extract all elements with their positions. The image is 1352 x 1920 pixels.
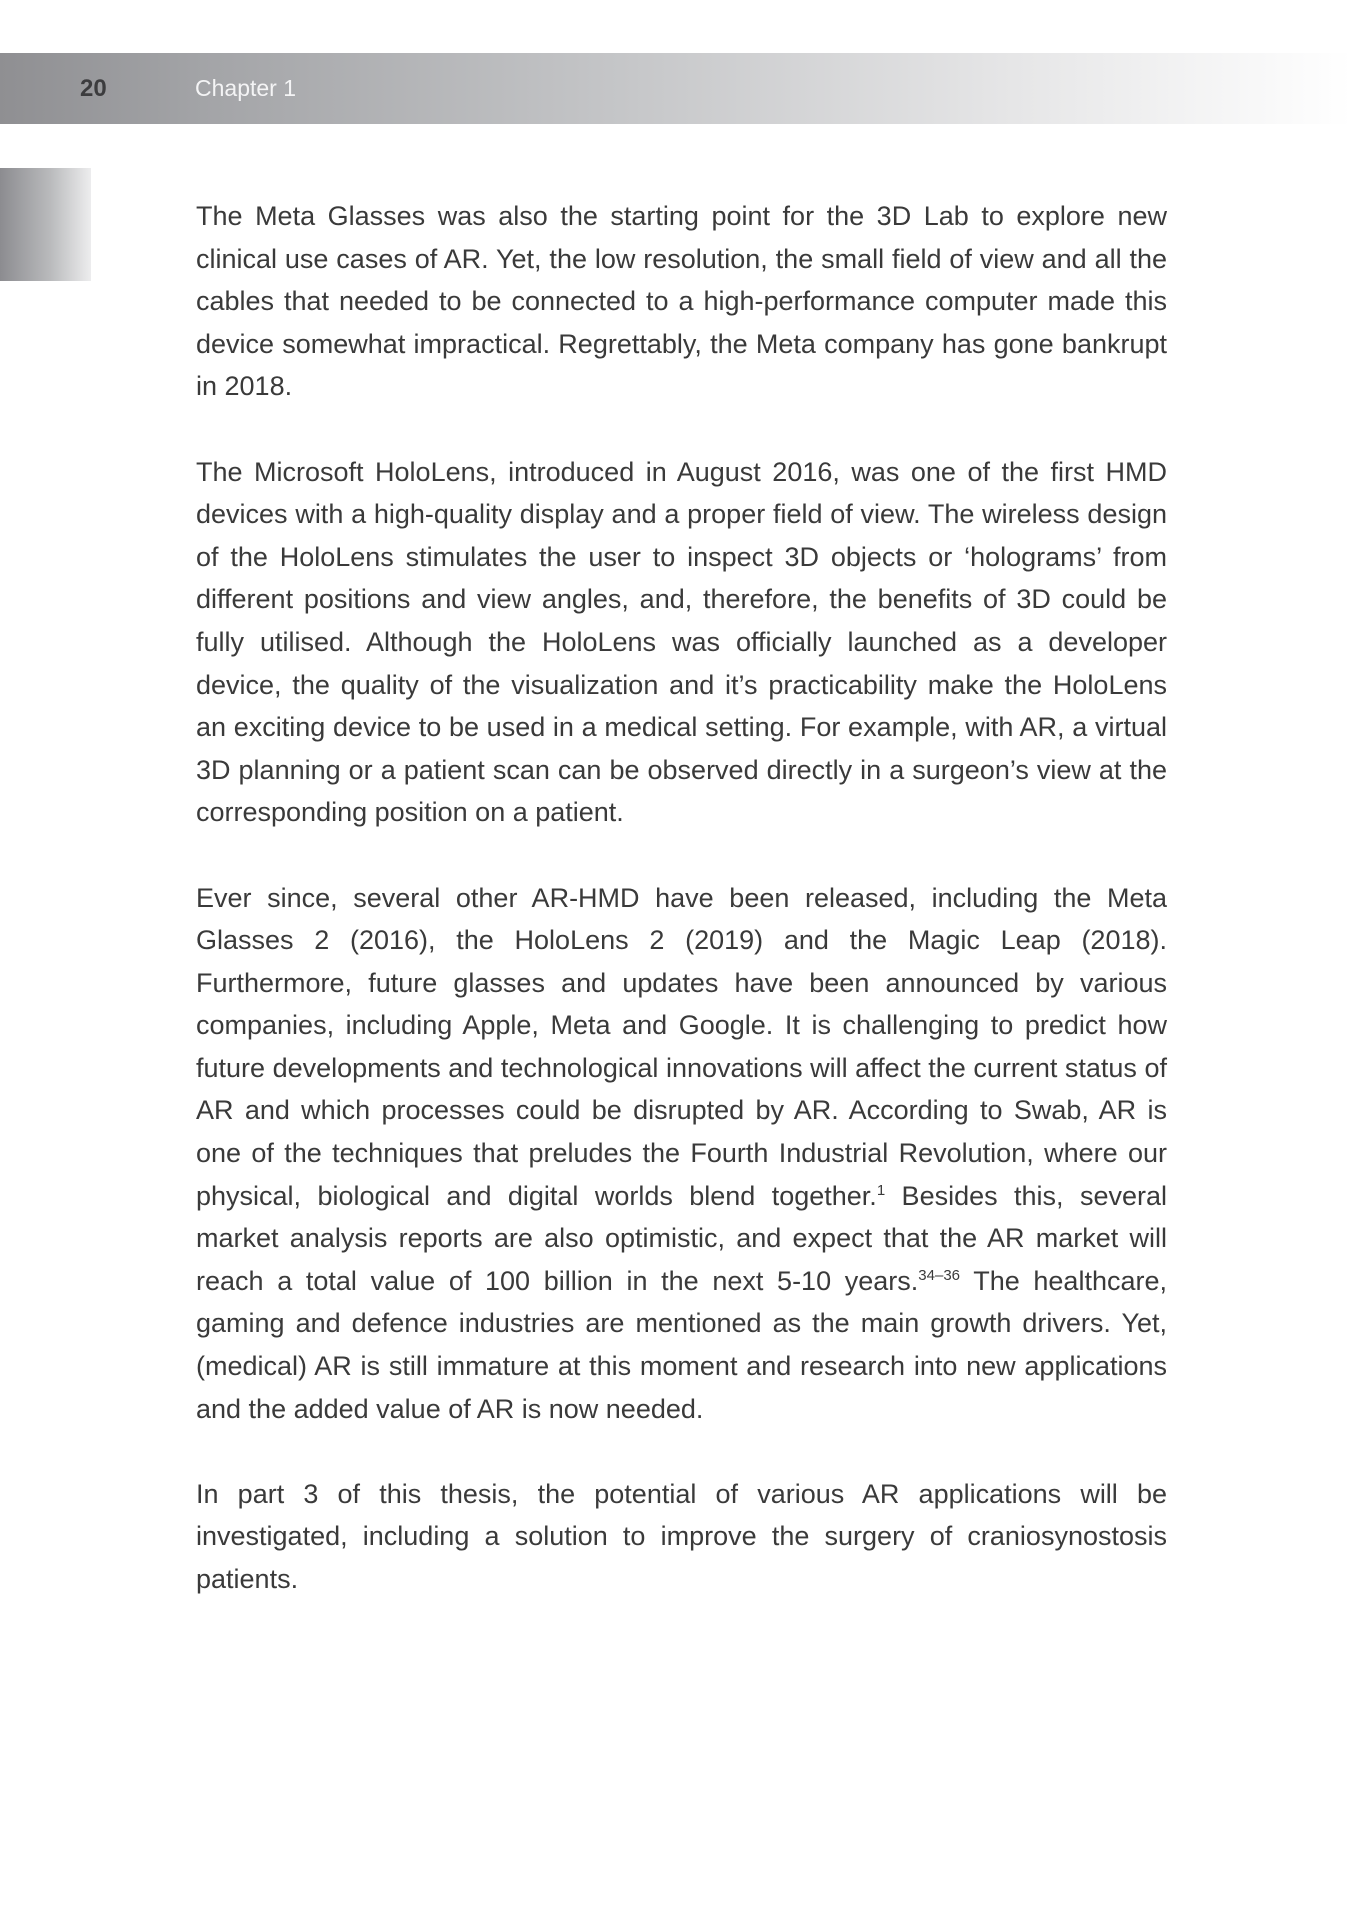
paragraph-part-3: In part 3 of this thesis, the potential of various AR applications will be investigated, including a solution to improve the surgery of craniosynostosis patients. <box>196 1478 1167 1594</box>
body-text <box>196 195 1167 1643</box>
paragraph-hololens: The Microsoft HoloLens, introduced in August 2016, was one of the first HMD devices with a high-quality display and a proper field of view. The wireless design of the HoloLens stimulates the user to inspect 3D objects or ‘holograms’ from different positions and view angles, and, therefore, the benefits of 3D could be fully utilised. Although the HoloLens was officially launched as a developer device, the quality of the visualization and it’s practicability make the HoloLens an exciting device to be used in a medical setting. For example, with AR, a virtual 3D planning or a patient scan can be observed directly in a surgeon’s view at the corresponding position on a patient. <box>196 456 1167 828</box>
citation-reference: 1 <box>876 1181 886 1199</box>
running-header <box>0 53 1352 124</box>
chapter-thumb-tab <box>0 168 91 281</box>
page-number: 20 <box>80 75 107 102</box>
citation-reference: 34–36 <box>918 1266 961 1284</box>
chapter-label: Chapter 1 <box>195 75 297 101</box>
paragraph-text: Ever since, several other AR-HMD have been released, including the Meta Glasses 2 (2016), the HoloLens 2 (2019) and the Magic Leap (2018). Furthermore, future glasses and updates have been announced by various companies, including Apple, Meta and Google. It is challenging to predict how future developments and technological innovations will affect the current status of AR and which processes could be disrupted by AR. According to Swab, AR is one of the techniques that preludes the Fourth Industrial Revolution, where our physical, biological and digital worlds blend together. <box>196 882 1167 1211</box>
paragraph-text: Besides this, several market analysis reports are also optimistic, and expect that the AR market will reach a total value of 100 billion in the next 5-10 years. <box>196 1180 1167 1296</box>
paragraph-text: The healthcare, gaming and defence industries are mentioned as the main growth drivers. Yet, (medical) AR is still immature at this moment and research into new applications and the added value of AR is now needed. <box>196 1265 1167 1424</box>
paragraph-ar-hmd-market <box>196 877 1167 1431</box>
paragraph-meta-glasses: The Meta Glasses was also the starting point for the 3D Lab to explore new clinical use cases of AR. Yet, the low resolution, the small field of view and all the cables that needed to be connected to a high-performance computer made this device somewhat impractical. Regrettably, the Meta company has gone bankrupt in 2018. <box>196 201 1167 402</box>
